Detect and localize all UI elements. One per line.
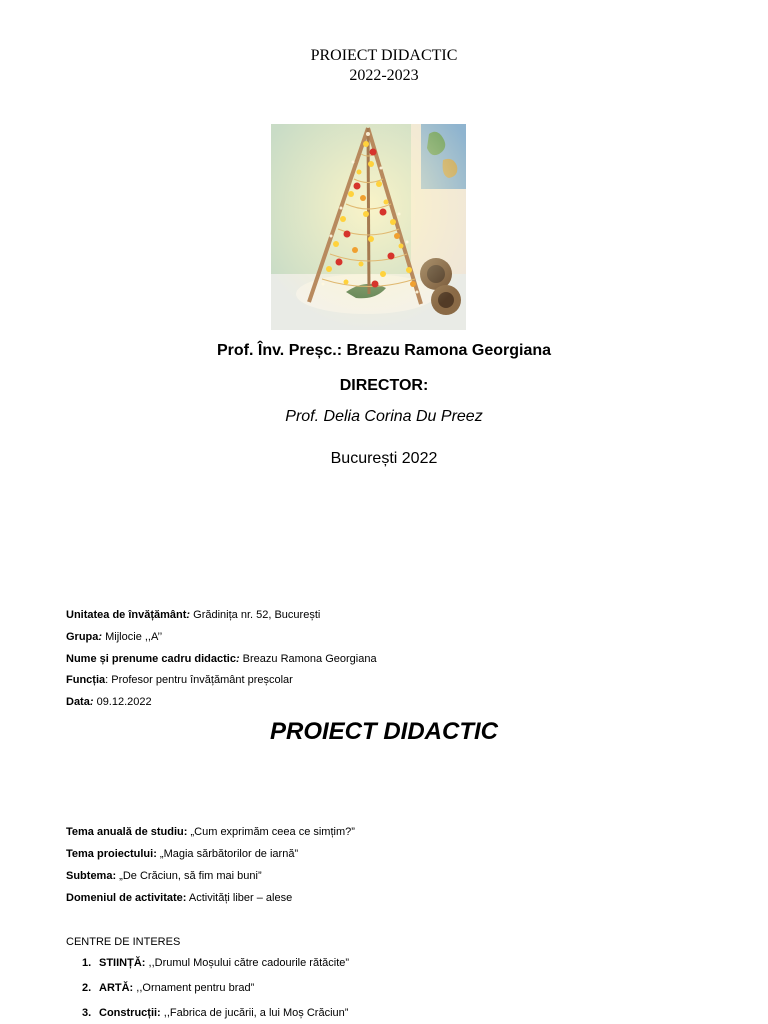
detail-project-theme <box>66 847 298 861</box>
info-teacher: Nume și prenume cadru didactic: Breazu Ramona Georgiana <box>66 653 377 665</box>
list-item-number: 2. <box>82 982 92 994</box>
list-item <box>82 981 254 995</box>
list-item-value: ,,Ornament pentru brad” <box>133 982 255 994</box>
info-date: Data: 09.12.2022 <box>66 696 152 708</box>
list-item-value: ,,Drumul Moșului către cadourile rătăcite” <box>145 957 350 969</box>
list-item <box>82 956 349 970</box>
info-group: Grupa: Mijlocie ,,A’’ <box>66 631 163 643</box>
list-item-number: 1. <box>82 957 92 969</box>
detail-domain-value: Activități liber – alese <box>186 892 293 904</box>
christmas-tree-illustration <box>271 124 466 330</box>
info-unit-value: Grădinița nr. 52, București <box>190 609 321 621</box>
director-name: Prof. Delia Corina Du Preez <box>285 408 483 425</box>
info-teacher-label: Nume și prenume cadru didactic <box>66 653 236 665</box>
detail-annual-theme-label: Tema anuală de studiu: <box>66 826 188 838</box>
info-function <box>66 673 293 687</box>
detail-annual-theme <box>66 825 355 839</box>
list-item-label: ARTĂ: <box>99 982 134 994</box>
detail-domain <box>66 891 292 905</box>
detail-domain-label: Domeniul de activitate: <box>66 892 187 904</box>
info-unit: Unitatea de învățământ: Grădinița nr. 52, București <box>66 609 321 621</box>
cover-school-year: 2022-2023 <box>349 67 419 84</box>
centers-title: CENTRE DE INTERES <box>66 936 181 948</box>
detail-subtheme-label: Subtema: <box>66 870 117 882</box>
list-item-label: Construcții: <box>99 1007 161 1019</box>
detail-subtheme-value: „De Crăciun, să fim mai buni” <box>116 870 262 882</box>
info-date-label: Data <box>66 696 90 708</box>
detail-project-theme-value: „Magia sărbătorilor de iarnă” <box>156 848 299 860</box>
professor-name: Prof. Înv. Preșc.: Breazu Ramona Georgiana <box>216 342 552 359</box>
list-item-label: STIINȚĂ: <box>99 957 146 969</box>
info-date-value: 09.12.2022 <box>93 696 152 708</box>
detail-project-theme-label: Tema proiectului: <box>66 848 157 860</box>
christmas-tree-photo <box>271 124 466 330</box>
detail-annual-theme-value: „Cum exprimăm ceea ce simțim?” <box>187 826 355 838</box>
info-function-label: Funcția <box>66 674 106 686</box>
city-year: București 2022 <box>330 450 438 467</box>
info-teacher-value: Breazu Ramona Georgiana <box>239 653 377 665</box>
detail-subtheme <box>66 869 262 883</box>
info-group-value: Mijlocie ,,A’’ <box>102 631 163 643</box>
main-title: PROIECT DIDACTIC <box>270 718 498 745</box>
list-item <box>82 1006 348 1020</box>
list-item-value: ,,Fabrica de jucării, a lui Moș Crăciun” <box>160 1007 349 1019</box>
director-label: DIRECTOR: <box>339 377 429 394</box>
info-function-value: : Profesor pentru învățământ preșcolar <box>105 674 293 686</box>
info-unit-label: Unitatea de învățământ <box>66 609 187 621</box>
list-item-number: 3. <box>82 1007 92 1019</box>
cover-title: PROIECT DIDACTIC <box>310 47 458 64</box>
info-group-label: Grupa <box>66 631 99 643</box>
